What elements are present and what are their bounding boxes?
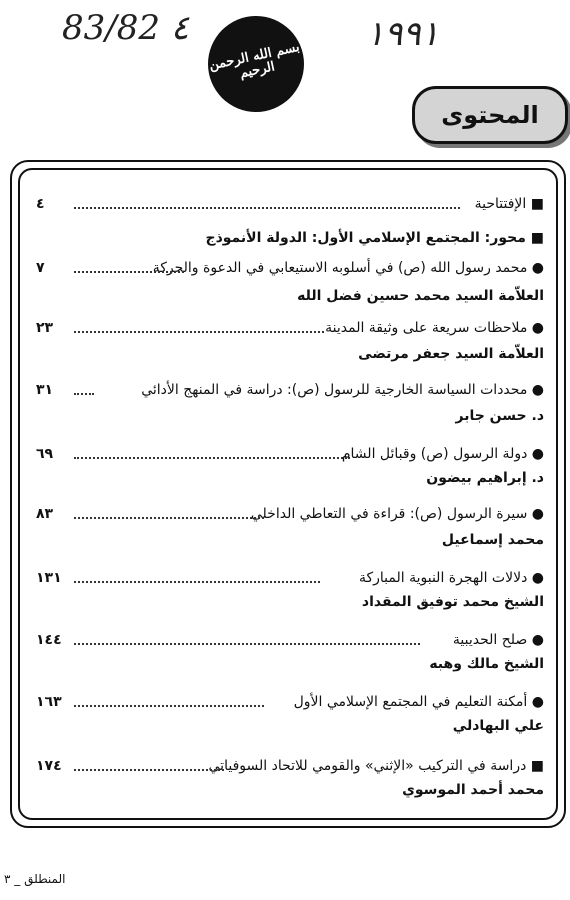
handwritten-year: ١٩٩١ <box>366 14 440 54</box>
basmala-text: بسم الله الرحمن الرحيم <box>207 39 301 82</box>
page-title: المحتوى <box>441 101 539 129</box>
entry-author: محمد أحمد الموسوي <box>402 782 544 798</box>
entry-author: محمد إسماعيل <box>441 532 544 548</box>
basmala-emblem <box>208 16 304 112</box>
leader-dots <box>74 517 264 519</box>
contents-title-badge <box>412 86 568 144</box>
page-footer: المنطلق _ ٣ <box>4 872 66 886</box>
leader-dots <box>74 331 324 333</box>
entry-author: د. حسن جابر <box>455 408 544 424</box>
toc-entry[interactable] <box>36 260 544 284</box>
toc-entry[interactable] <box>36 196 544 220</box>
entry-author: د. إبراهيم بيضون <box>426 470 544 486</box>
entry-page: ٢٣ <box>36 320 54 336</box>
entry-author: علي البهادلي <box>452 718 544 734</box>
leader-dots <box>74 643 420 645</box>
leader-dots <box>74 207 460 209</box>
entry-page: ٦٩ <box>36 446 54 462</box>
entry-title: ● دولة الرسول (ص) وقبائل الشام <box>342 446 544 462</box>
leader-dots <box>74 271 184 273</box>
entry-title: ● محمد رسول الله (ص) في أسلوبه الاستيعابي في الدعوة والحركة <box>153 260 544 276</box>
entry-page: ١٦٣ <box>36 694 62 710</box>
leader-dots <box>74 457 350 459</box>
leader-dots <box>74 769 224 771</box>
entry-page: ٤ <box>36 196 45 212</box>
entry-title: ● سيرة الرسول (ص): قراءة في التعاطي الداخلي <box>251 506 544 522</box>
entry-title: ■ الإفتتاحية <box>475 196 544 212</box>
entry-author: الشيخ مالك وهبه <box>429 656 544 672</box>
entry-title: ● ملاحظات سريعة على وثيقة المدينة <box>325 320 544 336</box>
entry-title: ● أمكنة التعليم في المجتمع الإسلامي الأول <box>294 694 544 710</box>
toc-entry[interactable] <box>36 758 544 782</box>
toc-entry[interactable] <box>36 446 544 470</box>
leader-dots <box>74 705 264 707</box>
toc-entry[interactable] <box>36 570 544 594</box>
leader-dots <box>74 393 94 395</box>
entry-author: الشيخ محمد توفيق المقداد <box>361 594 544 610</box>
entry-page: ٣١ <box>36 382 54 398</box>
entry-page: ١٣١ <box>36 570 62 586</box>
entry-author: العلاّمة السيد محمد حسين فضل الله <box>297 288 544 304</box>
entry-title: ● دلالات الهجرة النبوية المباركة <box>359 570 544 586</box>
toc-entry[interactable] <box>36 382 544 406</box>
handwritten-reference-left: 83/82 ٤ <box>62 8 190 48</box>
entry-page: ١٧٤ <box>36 758 62 774</box>
toc-entry[interactable] <box>36 320 544 344</box>
section-heading: ■ محور: المجتمع الإسلامي الأول: الدولة الأنموذج <box>36 230 544 246</box>
entry-page: ٧ <box>36 260 45 276</box>
entry-title: ● صلح الحديبية <box>453 632 544 648</box>
toc-entry[interactable] <box>36 632 544 656</box>
entry-author: العلاّمة السيد جعفر مرتضى <box>358 346 544 362</box>
leader-dots <box>74 581 320 583</box>
entry-title: ■ دراسة في التركيب «الإثني» والقومي للاتحاد السوفياتي <box>209 758 544 774</box>
entry-title: ● محددات السياسة الخارجية للرسول (ص): دراسة في المنهج الأدائي <box>141 382 544 398</box>
entry-page: ١٤٤ <box>36 632 62 648</box>
toc-entry[interactable] <box>36 694 544 718</box>
entry-page: ٨٣ <box>36 506 54 522</box>
toc-entry[interactable] <box>36 506 544 530</box>
